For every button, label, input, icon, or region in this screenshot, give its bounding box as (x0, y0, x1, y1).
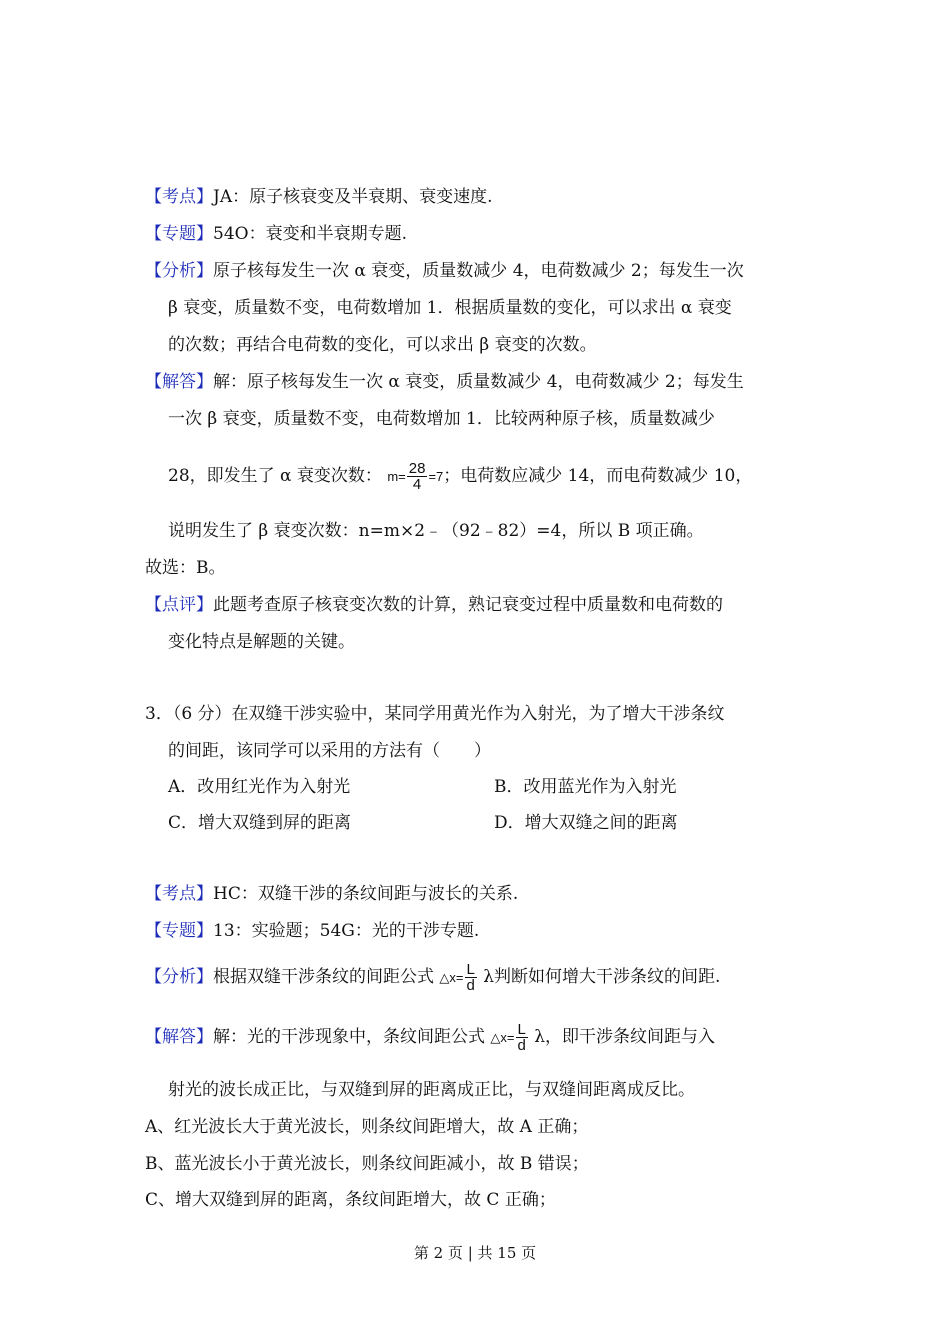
kaodian-label: 【考点】 (145, 187, 213, 207)
option-c: C．增大双缝到屏的距离 (168, 813, 352, 833)
fenxi-line3: 的次数；再结合电荷数的变化，可以求出 β 衰变的次数。 (168, 335, 597, 355)
kaodian-row (145, 186, 493, 208)
q3-jieda-formula-lhs: △x= (490, 1030, 515, 1045)
q3-jieda-line2: 射光的波长成正比，与双缝到屏的距离成正比，与双缝间距离成反比。 (168, 1080, 695, 1100)
q3-jieda-fraction (516, 1022, 528, 1053)
jieda-line2: 一次 β 衰变，质量数不变，电荷数增加 1．比较两种原子核，质量数减少 (168, 409, 715, 429)
option-d: D．增大双缝之间的距离 (494, 813, 678, 833)
option-a: A．改用红光作为入射光 (168, 777, 351, 797)
option-b: B．改用蓝光作为入射光 (494, 777, 677, 797)
q3-fenxi-formula-rhs: λ (483, 967, 495, 987)
q3-jieda-row (145, 1015, 715, 1060)
q3-jieda-label: 【解答】 (145, 1027, 213, 1047)
q3-fenxi-pre: 根据双缝干涉条纹的间距公式 (213, 967, 434, 987)
q3-fenxi-label: 【分析】 (145, 967, 213, 987)
formula-denominator: 4 (412, 476, 422, 493)
q3-fenxi-fraction (465, 962, 477, 993)
page-footer: 第 2 页 | 共 15 页 (413, 1244, 537, 1262)
dianping-line1: 此题考查原子核衰变次数的计算，熟记衰变过程中质量数和电荷数的 (213, 595, 723, 615)
q3-zhuanti-text: 13：实验题；54G：光的干涉专题. (213, 921, 480, 941)
q3-item-b: B、蓝光波长小于黄光波长，则条纹间距减小，故 B 错误； (145, 1154, 589, 1174)
jieda-line3-post: ；电荷数应减少 14，而电荷数减少 10， (443, 466, 753, 486)
dianping-line2: 变化特点是解题的关键。 (168, 632, 355, 652)
formula-m-lhs: m= (387, 469, 406, 484)
q3-item-a: A、红光波长大于黄光波长，则条纹间距增大，故 A 正确； (145, 1117, 589, 1137)
q3-jieda-denominator: d (517, 1037, 526, 1054)
q3-zhuanti-row (145, 920, 479, 942)
jieda-line3 (168, 454, 752, 499)
q3-item-c: C、增大双缝到屏的距离，条纹间距增大，故 C 正确； (145, 1190, 556, 1210)
q3-jieda-numerator: L (517, 1021, 526, 1038)
q3-jieda-formula-rhs: λ (534, 1027, 546, 1047)
fenxi-line1: 原子核每发生一次 α 衰变，质量数减少 4，电荷数减少 2；每发生一次 (213, 261, 744, 281)
q3-kaodian-row (145, 883, 518, 905)
answer-choice: 故选：B。 (145, 558, 226, 578)
q3-jieda-pre: 解：光的干涉现象中，条纹间距公式 (213, 1027, 485, 1047)
q3-jieda-post: ，即干涉条纹间距与入 (545, 1027, 716, 1047)
q3-fenxi-numerator: L (466, 961, 475, 978)
zhuanti-text: 54O：衰变和半衰期专题. (213, 224, 407, 244)
q3-fenxi-row (145, 955, 720, 1000)
dianping-label: 【点评】 (145, 595, 213, 615)
formula-numerator: 28 (408, 460, 426, 477)
fenxi-label: 【分析】 (145, 261, 213, 281)
dianping-row (145, 594, 723, 616)
q3-kaodian-text: HC：双缝干涉的条纹间距与波长的关系. (213, 884, 519, 904)
q3-kaodian-label: 【考点】 (145, 884, 213, 904)
formula-m-rhs: =7 (428, 469, 444, 484)
q3-fenxi-post: 判断如何增大干涉条纹的间距. (494, 967, 721, 987)
question3-line2: 的间距，该同学可以采用的方法有（ ） (168, 741, 491, 761)
fenxi-line2: β 衰变，质量数不变，电荷数增加 1．根据质量数的变化，可以求出 α 衰变 (168, 298, 732, 318)
jieda-line4: 说明发生了 β 衰变次数：n=m×2﹣（92﹣82）=4，所以 B 项正确。 (168, 521, 704, 541)
fenxi-row (145, 260, 744, 282)
formula-fraction (407, 461, 428, 492)
question3-line1: 3．（6 分）在双缝干涉实验中，某同学用黄光作为入射光，为了增大干涉条纹 (145, 704, 725, 724)
jieda-row (145, 371, 744, 393)
jieda-label: 【解答】 (145, 372, 213, 392)
zhuanti-row (145, 223, 407, 245)
zhuanti-label: 【专题】 (145, 224, 213, 244)
q3-fenxi-denominator: d (466, 977, 475, 994)
jieda-line3-pre: 28，即发生了 α 衰变次数： (168, 466, 382, 486)
q3-fenxi-formula-lhs: △x= (439, 970, 464, 985)
q3-zhuanti-label: 【专题】 (145, 921, 213, 941)
kaodian-text: JA：原子核衰变及半衰期、衰变速度. (213, 187, 493, 207)
jieda-line1: 解：原子核每发生一次 α 衰变，质量数减少 4，电荷数减少 2；每发生 (213, 372, 744, 392)
